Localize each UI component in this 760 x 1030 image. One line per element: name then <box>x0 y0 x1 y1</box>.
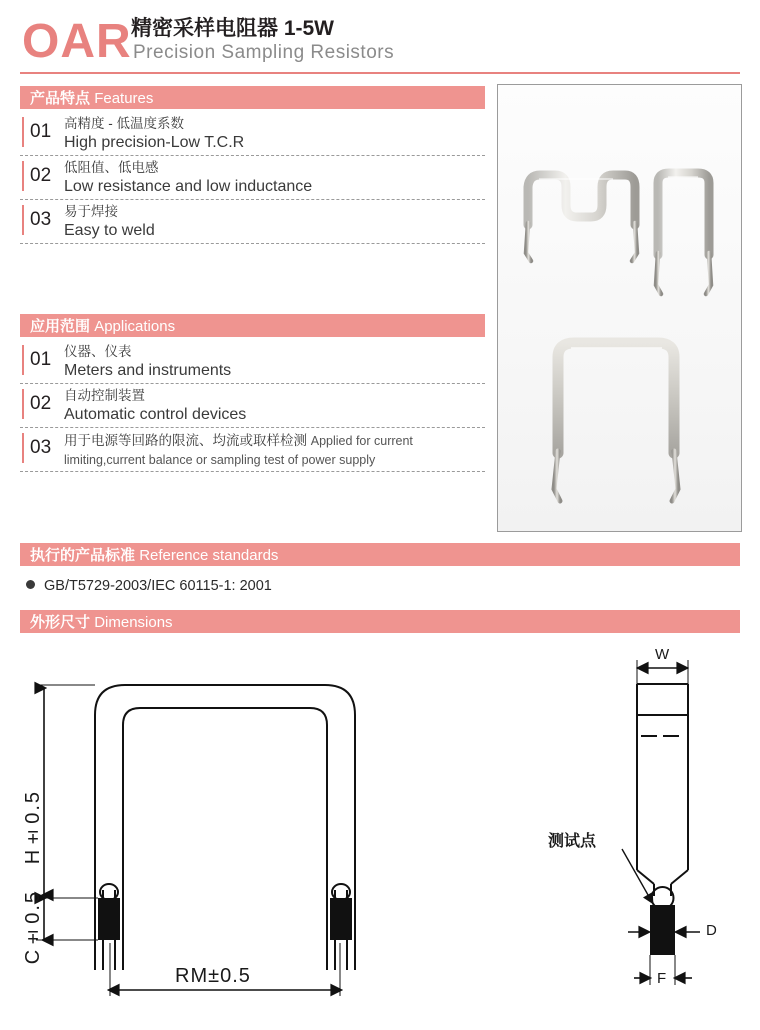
applications-item <box>20 384 485 428</box>
features-item-number: 02 <box>22 161 50 191</box>
dimensions-drawing <box>0 640 760 1025</box>
features-item-en: Easy to weld <box>64 222 155 239</box>
section-bar-standards-label: 执行的产品标准 Reference standards <box>30 547 279 564</box>
features-item-cn: 低阻值、低电感 <box>64 160 159 175</box>
dimension-label-foot: F <box>657 970 667 987</box>
features-list <box>20 112 485 244</box>
dimension-label-pitch: RM±0.5 <box>175 965 251 987</box>
section-bar-features-label: 产品特点 Features <box>30 90 154 107</box>
product-photo <box>497 84 742 532</box>
applications-item-en: Meters and instruments <box>64 362 232 379</box>
applications-list <box>20 340 485 472</box>
dimension-label-test-point: 测试点 <box>548 833 597 850</box>
applications-item-number: 02 <box>22 389 50 419</box>
applications-item <box>20 428 485 472</box>
section-bar-standards <box>20 543 740 566</box>
page-title-cn: 精密采样电阻器 1-5W <box>131 17 335 40</box>
applications-item <box>20 340 485 384</box>
product-photo-image <box>498 85 741 531</box>
dimension-label-width: W <box>655 646 670 663</box>
applications-item-cn: 自动控制装置 <box>64 388 145 403</box>
features-item <box>20 200 485 244</box>
dimension-label-depth: D <box>706 922 717 939</box>
section-bar-dimensions-label: 外形尺寸 Dimensions <box>30 614 173 631</box>
dimension-label-height: H±0.5 <box>22 790 44 865</box>
standards-value: GB/T5729-2003/IEC 60115-1: 2001 <box>44 578 272 594</box>
features-item-cn: 高精度 - 低温度系数 <box>64 116 184 131</box>
features-item-en: Low resistance and low inductance <box>64 178 313 195</box>
applications-item-number: 01 <box>22 345 50 375</box>
applications-item-cn: 用于电源等回路的限流、均流或取样检测 Applied for current <box>64 433 413 448</box>
applications-item-en: Automatic control devices <box>64 406 247 423</box>
section-bar-applications <box>20 314 485 337</box>
section-bar-dimensions <box>20 610 740 633</box>
features-item-number: 03 <box>22 205 50 235</box>
section-bar-applications-label: 应用范围 Applications <box>30 318 176 335</box>
applications-item-number: 03 <box>22 433 50 463</box>
features-item-en: High precision-Low T.C.R <box>64 134 245 151</box>
standards-value-row <box>26 578 272 594</box>
dimensions-diagram <box>0 640 760 1025</box>
applications-item-cn: 仪器、仪表 <box>64 344 132 359</box>
features-item-number: 01 <box>22 117 50 147</box>
page-title-en: Precision Sampling Resistors <box>133 42 395 63</box>
features-item <box>20 156 485 200</box>
header-divider <box>20 72 740 74</box>
section-bar-features <box>20 86 485 109</box>
features-item-cn: 易于焊接 <box>64 204 118 219</box>
features-item <box>20 112 485 156</box>
bullet-icon <box>26 580 35 589</box>
applications-item-en: limiting,current balance or sampling test of power supply <box>64 453 376 467</box>
page-header <box>0 0 760 72</box>
brand-logo: OAR <box>22 15 132 68</box>
dimension-label-lead: C±0.5 <box>22 890 44 965</box>
